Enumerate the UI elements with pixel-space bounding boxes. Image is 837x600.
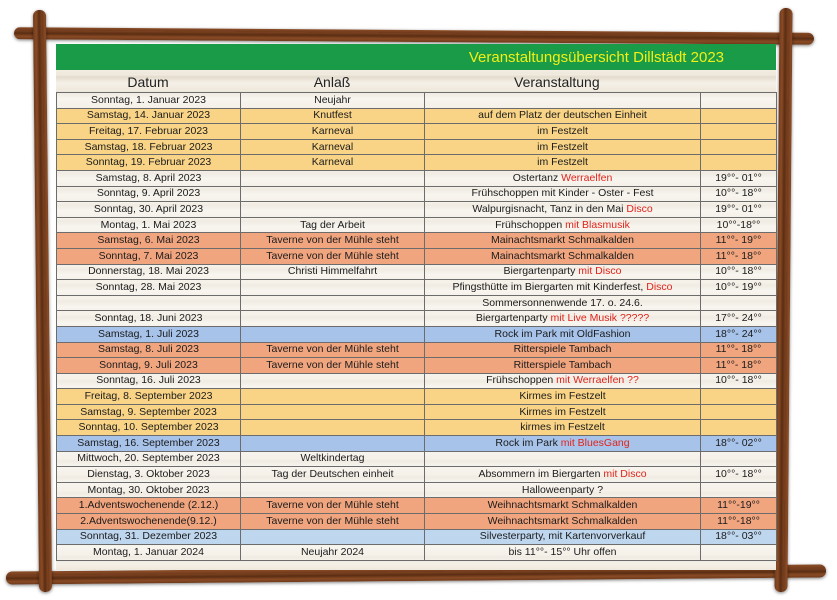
event-cell	[425, 202, 701, 218]
event-cell	[425, 514, 701, 530]
event-cell	[425, 233, 701, 249]
table-row	[57, 124, 777, 140]
event-text: Kirmes im Festzelt	[519, 405, 606, 418]
event-text: Kirmes im Festzelt	[519, 390, 606, 403]
date-cell: Freitag, 8. September 2023	[57, 389, 241, 405]
event-cell	[425, 451, 701, 467]
time-cell: 18°°- 03°°	[701, 529, 777, 545]
table-row	[57, 529, 777, 545]
event-highlight-text: Disco	[626, 202, 653, 215]
event-text: Silvesterparty, mit Kartenvorverkauf	[479, 530, 646, 543]
time-cell	[701, 482, 777, 498]
table-row	[57, 93, 777, 109]
occasion-cell	[241, 295, 425, 311]
table-row	[57, 311, 777, 327]
table-row	[57, 155, 777, 171]
event-text: Ritterspiele Tambach	[513, 343, 612, 356]
event-highlight-text: mit Blasmusik	[565, 218, 630, 231]
occasion-cell	[241, 280, 425, 296]
occasion-cell: Taverne von der Mühle steht	[241, 498, 425, 514]
event-text: Walpurgisnacht, Tanz in den Mai	[472, 202, 627, 215]
time-cell: 19°°- 01°°	[701, 170, 777, 186]
event-cell	[425, 482, 701, 498]
event-cell	[425, 326, 701, 342]
event-highlight-text: mit BluesGang	[560, 436, 630, 449]
time-cell	[701, 451, 777, 467]
table-row	[57, 404, 777, 420]
date-cell: Sonntag, 10. September 2023	[57, 420, 241, 436]
date-cell: Samstag, 1. Juli 2023	[57, 326, 241, 342]
time-cell	[701, 420, 777, 436]
date-cell: Dienstag, 3. Oktober 2023	[57, 467, 241, 483]
occasion-cell: Karneval	[241, 155, 425, 171]
event-text: im Festzelt	[537, 124, 588, 137]
time-cell: 18°°- 02°°	[701, 436, 777, 452]
time-cell: 10°°- 18°°	[701, 467, 777, 483]
time-cell: 10°°- 18°°	[701, 186, 777, 202]
column-header-occasion: Anlaß	[313, 74, 351, 90]
frame-left-post	[33, 10, 52, 592]
occasion-cell: Christi Himmelfahrt	[241, 264, 425, 280]
time-cell: 10°°- 18°°	[701, 373, 777, 389]
event-cell	[425, 498, 701, 514]
date-cell: Sonntag, 1. Januar 2023	[57, 93, 241, 109]
time-cell: 11°°- 19°°	[701, 233, 777, 249]
occasion-cell	[241, 529, 425, 545]
date-cell: Montag, 1. Mai 2023	[57, 217, 241, 233]
date-cell: Sonntag, 16. Juli 2023	[57, 373, 241, 389]
frame-top-plank	[14, 27, 814, 45]
occasion-cell	[241, 436, 425, 452]
date-cell: Samstag, 8. April 2023	[57, 170, 241, 186]
frame-right-post	[774, 8, 792, 592]
event-text: Absommern im Biergarten	[478, 468, 604, 481]
time-cell	[701, 545, 777, 561]
occasion-cell	[241, 420, 425, 436]
occasion-cell: Taverne von der Mühle steht	[241, 514, 425, 530]
column-header-date: Datum	[127, 74, 169, 90]
table-row	[57, 139, 777, 155]
occasion-cell	[241, 186, 425, 202]
event-text: Biergartenparty	[503, 265, 579, 278]
occasion-cell: Karneval	[241, 139, 425, 155]
occasion-cell	[241, 202, 425, 218]
table-row	[57, 373, 777, 389]
event-text: Frühschoppen	[495, 218, 566, 231]
table-row	[57, 498, 777, 514]
event-text: im Festzelt	[537, 140, 588, 153]
event-text: bis 11°°- 15°° Uhr offen	[508, 546, 617, 559]
date-cell: 1.Adventswochenende (2.12.)	[57, 498, 241, 514]
event-cell	[425, 467, 701, 483]
table-row	[57, 482, 777, 498]
date-cell: Montag, 1. Januar 2024	[57, 545, 241, 561]
event-cell	[425, 170, 701, 186]
table-row	[57, 233, 777, 249]
occasion-cell	[241, 326, 425, 342]
occasion-cell: Taverne von der Mühle steht	[241, 233, 425, 249]
event-text: Frühschoppen	[486, 374, 557, 387]
event-text: im Festzelt	[537, 156, 588, 169]
time-cell: 11°°-18°°	[701, 514, 777, 530]
event-highlight-text: mit Werraelfen ??	[556, 374, 639, 387]
date-cell: Sonntag, 9. April 2023	[57, 186, 241, 202]
event-cell	[425, 108, 701, 124]
table-row	[57, 280, 777, 296]
time-cell: 10°°- 18°°	[701, 264, 777, 280]
table-row	[57, 467, 777, 483]
time-cell	[701, 124, 777, 140]
event-cell	[425, 358, 701, 374]
table-row	[57, 342, 777, 358]
table-row	[57, 545, 777, 561]
date-cell: 2.Adventswochenende(9.12.)	[57, 514, 241, 530]
event-cell	[425, 529, 701, 545]
event-text: Mainachtsmarkt Schmalkalden	[491, 234, 634, 247]
event-text: kirmes im Festzelt	[520, 421, 605, 434]
event-cell	[425, 404, 701, 420]
occasion-cell	[241, 170, 425, 186]
occasion-cell: Neujahr 2024	[241, 545, 425, 561]
event-cell	[425, 436, 701, 452]
date-cell: Samstag, 9. September 2023	[57, 404, 241, 420]
occasion-cell: Weltkindertag	[241, 451, 425, 467]
time-cell: 11°°- 18°°	[701, 358, 777, 374]
event-cell	[425, 264, 701, 280]
date-cell: Samstag, 6. Mai 2023	[57, 233, 241, 249]
event-cell	[425, 342, 701, 358]
event-highlight-text: mit Disco	[603, 468, 647, 481]
event-text: Rock im Park	[495, 436, 561, 449]
date-cell: Sonntag, 18. Juni 2023	[57, 311, 241, 327]
occasion-cell: Neujahr	[241, 93, 425, 109]
table-row	[57, 436, 777, 452]
time-cell	[701, 404, 777, 420]
occasion-cell: Taverne von der Mühle steht	[241, 358, 425, 374]
table-row	[57, 248, 777, 264]
event-text: Ritterspiele Tambach	[513, 358, 612, 371]
event-text: auf dem Platz der deutschen Einheit	[478, 109, 647, 122]
event-cell	[425, 389, 701, 405]
table-row	[57, 217, 777, 233]
event-highlight-text: mit Live Musik ?????	[550, 312, 650, 325]
event-text: Frühschoppen mit Kinder - Oster - Fest	[471, 187, 654, 200]
date-cell: Sonntag, 31. Dezember 2023	[57, 529, 241, 545]
occasion-cell	[241, 404, 425, 420]
time-cell	[701, 155, 777, 171]
event-text: Rock im Park mit OldFashion	[494, 327, 631, 340]
event-text: Weihnachtsmarkt Schmalkalden	[487, 499, 638, 512]
event-cell	[425, 280, 701, 296]
date-cell: Montag, 30. Oktober 2023	[57, 482, 241, 498]
time-cell	[701, 139, 777, 155]
table-row	[57, 264, 777, 280]
event-cell	[425, 139, 701, 155]
date-cell: Samstag, 16. September 2023	[57, 436, 241, 452]
time-cell	[701, 389, 777, 405]
occasion-cell	[241, 311, 425, 327]
event-text: Sommersonnenwende 17. o. 24.6.	[482, 296, 643, 309]
occasion-cell: Tag der Deutschen einheit	[241, 467, 425, 483]
occasion-cell	[241, 389, 425, 405]
time-cell: 17°°- 24°°	[701, 311, 777, 327]
column-header-time	[700, 72, 776, 92]
time-cell: 10°°-18°°	[701, 217, 777, 233]
date-cell: Sonntag, 30. April 2023	[57, 202, 241, 218]
time-cell: 10°°- 19°°	[701, 280, 777, 296]
time-cell	[701, 295, 777, 311]
date-cell: Sonntag, 9. Juli 2023	[57, 358, 241, 374]
event-text: Mainachtsmarkt Schmalkalden	[491, 249, 634, 262]
date-cell: Sonntag, 28. Mai 2023	[57, 280, 241, 296]
date-cell: Mittwoch, 20. September 2023	[57, 451, 241, 467]
event-cell	[425, 248, 701, 264]
occasion-cell	[241, 373, 425, 389]
event-cell	[425, 311, 701, 327]
event-text: Biergartenparty	[475, 312, 551, 325]
date-cell: Sonntag, 19. Februar 2023	[57, 155, 241, 171]
occasion-cell: Tag der Arbeit	[241, 217, 425, 233]
time-cell: 19°°- 01°°	[701, 202, 777, 218]
table-row	[57, 514, 777, 530]
table-row	[57, 108, 777, 124]
column-header-event: Veranstaltung	[514, 74, 600, 90]
time-cell: 18°°- 24°°	[701, 326, 777, 342]
event-cell	[425, 295, 701, 311]
event-text: Halloweenparty ?	[521, 483, 604, 496]
event-cell	[425, 93, 701, 109]
event-text: Ostertanz	[512, 171, 562, 184]
event-highlight-text: mit Disco	[578, 265, 622, 278]
table-row	[57, 295, 777, 311]
date-cell: Samstag, 8. Juli 2023	[57, 342, 241, 358]
table-row	[57, 186, 777, 202]
date-cell: Samstag, 18. Februar 2023	[57, 139, 241, 155]
event-cell	[425, 186, 701, 202]
date-cell: Sonntag, 7. Mai 2023	[57, 248, 241, 264]
time-cell	[701, 108, 777, 124]
date-cell	[57, 295, 241, 311]
table-row	[57, 358, 777, 374]
event-cell	[425, 217, 701, 233]
events-table	[56, 92, 777, 561]
occasion-cell	[241, 482, 425, 498]
event-cell	[425, 155, 701, 171]
event-highlight-text: Disco	[646, 280, 673, 293]
event-cell	[425, 124, 701, 140]
event-cell	[425, 545, 701, 561]
event-text: Weihnachtsmarkt Schmalkalden	[487, 514, 638, 527]
event-text: Pfingsthütte im Biergarten mit Kinderfest,	[452, 280, 647, 293]
occasion-cell: Taverne von der Mühle steht	[241, 248, 425, 264]
occasion-cell: Taverne von der Mühle steht	[241, 342, 425, 358]
table-row	[57, 389, 777, 405]
time-cell: 11°°- 18°°	[701, 248, 777, 264]
page-title: Veranstaltungsübersicht Dillstädt 2023	[56, 44, 776, 70]
table-row	[57, 326, 777, 342]
table-row	[57, 420, 777, 436]
table-row	[57, 170, 777, 186]
occasion-cell: Knutfest	[241, 108, 425, 124]
date-cell: Freitag, 17. Februar 2023	[57, 124, 241, 140]
event-cell	[425, 373, 701, 389]
date-cell: Samstag, 14. Januar 2023	[57, 108, 241, 124]
event-cell	[425, 420, 701, 436]
occasion-cell: Karneval	[241, 124, 425, 140]
table-row	[57, 202, 777, 218]
time-cell	[701, 93, 777, 109]
event-highlight-text: Werraelfen	[561, 171, 613, 184]
time-cell: 11°°-19°°	[701, 498, 777, 514]
date-cell: Donnerstag, 18. Mai 2023	[57, 264, 241, 280]
table-row	[57, 451, 777, 467]
time-cell: 11°°- 18°°	[701, 342, 777, 358]
